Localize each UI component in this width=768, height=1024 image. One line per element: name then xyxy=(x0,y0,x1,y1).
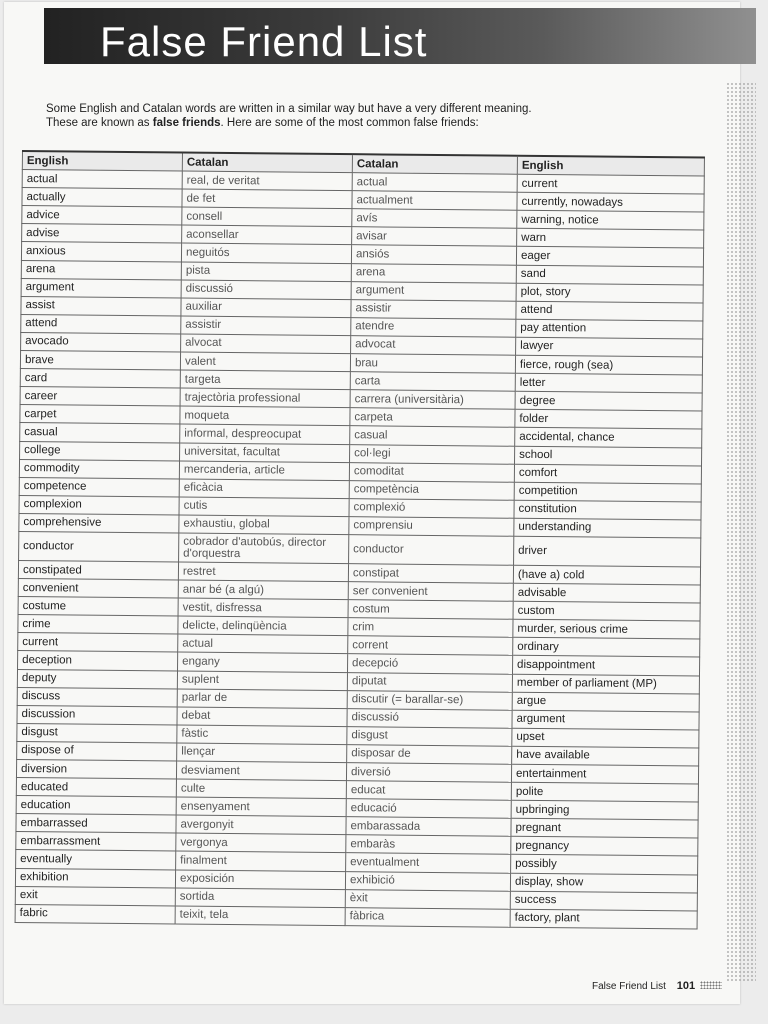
cell-english-word: embarrassment xyxy=(16,832,176,852)
cell-english-word: casual xyxy=(20,423,180,443)
footer-label: False Friend List xyxy=(592,981,666,992)
cell-english-word: actually xyxy=(22,188,182,208)
cell-catalan-translation: trajectòria professional xyxy=(180,388,350,408)
cell-english-word: argument xyxy=(21,278,181,298)
cell-english-translation: school xyxy=(515,446,702,466)
page-footer xyxy=(592,980,722,992)
cell-english-translation: argue xyxy=(512,692,699,712)
intro-line-2-end: . Here are some of the most common false friends: xyxy=(220,117,479,129)
cell-catalan-translation: neguitós xyxy=(181,244,351,264)
cell-catalan-translation: teixit, tela xyxy=(175,906,345,926)
cell-catalan-translation: discussió xyxy=(181,280,351,300)
cell-catalan-translation: avergonyit xyxy=(176,815,346,835)
cell-english-translation: degree xyxy=(515,391,702,411)
cell-catalan-translation: moqueta xyxy=(180,406,350,426)
cell-catalan-word: discutir (= barallar-se) xyxy=(347,690,512,710)
cell-catalan-translation: engany xyxy=(178,652,348,672)
cell-catalan-translation: exhaustiu, global xyxy=(179,515,349,535)
cell-english-translation: pay attention xyxy=(516,319,703,339)
cell-english-translation: polite xyxy=(511,782,698,802)
cell-catalan-translation: culte xyxy=(176,779,346,799)
cell-english-translation: member of parliament (MP) xyxy=(512,674,699,694)
cell-english-translation: fierce, rough (sea) xyxy=(515,355,702,375)
cell-catalan-translation: finalment xyxy=(176,851,346,871)
cell-english-translation: pregnancy xyxy=(511,837,698,857)
cell-catalan-word: eventualment xyxy=(346,853,511,873)
cell-catalan-word: decepció xyxy=(348,654,513,674)
cell-catalan-word: crim xyxy=(348,618,513,638)
column-header-english: English xyxy=(22,151,182,171)
cell-english-translation: ordinary xyxy=(513,638,700,658)
cell-catalan-word: brau xyxy=(350,354,515,374)
page xyxy=(4,2,740,1004)
intro-line-2-start: These are known as xyxy=(46,117,150,129)
page-title: False Friend List xyxy=(100,18,428,65)
cell-english-word: dispose of xyxy=(17,741,177,761)
cell-catalan-word: actual xyxy=(352,173,517,193)
cell-catalan-translation: delicte, delinqüència xyxy=(178,616,348,636)
cell-english-translation: warn xyxy=(517,229,704,249)
column-header-english: English xyxy=(517,156,704,176)
cell-english-word: carpet xyxy=(20,405,180,425)
cell-english-word: card xyxy=(20,369,180,389)
cell-catalan-translation: assistir xyxy=(181,316,351,336)
cell-english-translation: argument xyxy=(512,710,699,730)
cell-catalan-translation: parlar de xyxy=(177,689,347,709)
cell-english-word: attend xyxy=(21,314,181,334)
cell-catalan-translation: actual xyxy=(178,634,348,654)
cell-catalan-word: èxit xyxy=(345,889,510,909)
cell-catalan-word: col·legi xyxy=(350,444,515,464)
cell-catalan-translation: informal, despreocupat xyxy=(180,424,350,444)
cell-english-word: college xyxy=(20,441,180,461)
cell-english-word: deception xyxy=(18,651,178,671)
cell-english-word: anxious xyxy=(21,242,181,262)
cell-catalan-word: arena xyxy=(351,263,516,283)
cell-english-translation: comfort xyxy=(514,464,701,484)
cell-english-word: diversion xyxy=(16,759,176,779)
cell-catalan-translation: eficàcia xyxy=(179,479,349,499)
cell-english-word: disgust xyxy=(17,723,177,743)
cell-english-word: education xyxy=(16,796,176,816)
cell-english-translation: understanding xyxy=(514,518,701,538)
cell-english-translation: display, show xyxy=(510,873,697,893)
cell-catalan-word: exhibició xyxy=(345,871,510,891)
cell-english-translation: accidental, chance xyxy=(515,428,702,448)
cell-catalan-word: actualment xyxy=(352,191,517,211)
cell-catalan-word: fàbrica xyxy=(345,907,510,927)
cell-catalan-translation: fàstic xyxy=(177,725,347,745)
cell-english-word: arena xyxy=(21,260,181,280)
footer-dots xyxy=(700,981,722,989)
cell-catalan-word: discussió xyxy=(347,708,512,728)
cell-english-translation: attend xyxy=(516,301,703,321)
cell-english-word: fabric xyxy=(15,904,175,924)
cell-english-word: complexion xyxy=(19,495,179,515)
cell-english-translation: upbringing xyxy=(511,800,698,820)
cell-english-translation: eager xyxy=(516,247,703,267)
cell-catalan-translation: auxiliar xyxy=(181,298,351,318)
cell-catalan-translation: restret xyxy=(178,562,348,582)
cell-english-word: actual xyxy=(22,170,182,190)
header-band xyxy=(44,8,756,64)
cell-english-word: discussion xyxy=(17,705,177,725)
cell-catalan-translation: suplent xyxy=(177,671,347,691)
cell-english-word: comprehensive xyxy=(19,513,179,533)
cell-catalan-translation: vergonya xyxy=(176,833,346,853)
cell-catalan-word: atendre xyxy=(351,318,516,338)
cell-catalan-translation: vestit, disfressa xyxy=(178,598,348,618)
intro-line-2 xyxy=(46,116,606,130)
cell-english-translation: pregnant xyxy=(511,819,698,839)
cell-english-translation: murder, serious crime xyxy=(513,619,700,639)
cell-catalan-word: diputat xyxy=(347,672,512,692)
cell-english-word: costume xyxy=(18,597,178,617)
cell-catalan-word: ser convenient xyxy=(348,582,513,602)
cell-catalan-word: educat xyxy=(346,781,511,801)
column-header-catalan: Catalan xyxy=(182,153,352,173)
cell-english-translation: custom xyxy=(513,601,700,621)
cell-english-translation: entertainment xyxy=(511,764,698,784)
cell-catalan-translation: real, de veritat xyxy=(182,171,352,191)
intro-bold-term: false friends xyxy=(152,117,221,129)
cell-english-word: convenient xyxy=(18,579,178,599)
cell-english-word: commodity xyxy=(19,459,179,479)
cell-catalan-translation: debat xyxy=(177,707,347,727)
cell-english-word: brave xyxy=(20,351,180,371)
cell-catalan-translation: ensenyament xyxy=(176,797,346,817)
cell-english-translation: current xyxy=(517,174,704,194)
cell-catalan-translation: cutis xyxy=(179,497,349,517)
cell-catalan-translation: mercanderia, article xyxy=(179,461,349,481)
cell-english-translation: disappointment xyxy=(512,656,699,676)
cell-catalan-word: advocat xyxy=(351,336,516,356)
cell-catalan-word: competència xyxy=(349,480,514,500)
cell-catalan-translation: targeta xyxy=(180,370,350,390)
false-friend-table xyxy=(15,150,705,929)
cell-english-translation: possibly xyxy=(511,855,698,875)
cell-english-translation: driver xyxy=(514,536,701,567)
cell-english-word: eventually xyxy=(16,850,176,870)
cell-catalan-word: argument xyxy=(351,281,516,301)
cell-english-word: competence xyxy=(19,477,179,497)
cell-english-translation: (have a) cold xyxy=(513,565,700,585)
cell-english-translation: folder xyxy=(515,410,702,430)
cell-catalan-word: embarassada xyxy=(346,817,511,837)
cell-catalan-word: ansiós xyxy=(351,245,516,265)
cell-english-word: educated xyxy=(16,778,176,798)
intro-line-1: Some English and Catalan words are written in a similar way but have a very different meaning. xyxy=(46,103,532,115)
cell-catalan-word: avisar xyxy=(352,227,517,247)
cell-catalan-word: carpeta xyxy=(350,408,515,428)
cell-catalan-word: casual xyxy=(350,426,515,446)
cell-catalan-word: comoditat xyxy=(349,462,514,482)
cell-catalan-word: costum xyxy=(348,600,513,620)
cell-catalan-word: carrera (universitària) xyxy=(350,390,515,410)
cell-catalan-translation: llençar xyxy=(177,743,347,763)
cell-catalan-word: embaràs xyxy=(346,835,511,855)
cell-catalan-word: conductor xyxy=(349,535,514,566)
cell-english-word: embarrassed xyxy=(16,814,176,834)
cell-catalan-translation: pista xyxy=(181,262,351,282)
cell-catalan-translation: alvocat xyxy=(181,334,351,354)
cell-catalan-translation: sortida xyxy=(175,888,345,908)
cell-catalan-translation: de fet xyxy=(182,189,352,209)
cell-catalan-word: educació xyxy=(346,799,511,819)
cell-catalan-word: diversió xyxy=(346,763,511,783)
intro-text xyxy=(46,102,606,130)
cell-english-translation: have available xyxy=(512,746,699,766)
cell-catalan-translation: consell xyxy=(182,207,352,227)
cell-catalan-word: comprensiu xyxy=(349,517,514,537)
cell-english-translation: constitution xyxy=(514,500,701,520)
cell-english-word: deputy xyxy=(17,669,177,689)
cell-english-word: crime xyxy=(18,615,178,635)
cell-catalan-word: corrent xyxy=(348,636,513,656)
cell-catalan-translation: universitat, facultat xyxy=(180,443,350,463)
cell-english-translation: upset xyxy=(512,728,699,748)
cell-catalan-translation: aconsellar xyxy=(182,225,352,245)
cell-english-word: assist xyxy=(21,296,181,316)
column-header-catalan: Catalan xyxy=(352,154,517,174)
page-number: 101 xyxy=(676,980,696,992)
cell-english-word: constipated xyxy=(18,560,178,580)
cell-catalan-translation: anar bé (a algú) xyxy=(178,580,348,600)
cell-english-word: exit xyxy=(15,886,175,906)
cell-catalan-word: disgust xyxy=(347,726,512,746)
cell-catalan-word: carta xyxy=(350,372,515,392)
cell-catalan-word: assistir xyxy=(351,299,516,319)
cell-english-translation: factory, plant xyxy=(510,909,697,929)
cell-catalan-translation: desviament xyxy=(176,761,346,781)
cell-catalan-translation: cobrador d'autobús, director d'orquestra xyxy=(179,533,349,564)
cell-catalan-translation: exposición xyxy=(175,870,345,890)
cell-catalan-word: complexió xyxy=(349,498,514,518)
cell-english-translation: warning, notice xyxy=(517,211,704,231)
cell-english-word: career xyxy=(20,387,180,407)
cell-english-translation: plot, story xyxy=(516,283,703,303)
table-body xyxy=(15,170,704,929)
cell-english-word: exhibition xyxy=(15,868,175,888)
cell-english-translation: competition xyxy=(514,482,701,502)
cell-english-translation: lawyer xyxy=(516,337,703,357)
cell-english-translation: success xyxy=(510,891,697,911)
cell-catalan-word: avís xyxy=(352,209,517,229)
cell-english-translation: letter xyxy=(515,373,702,393)
cell-english-translation: sand xyxy=(516,265,703,285)
cell-catalan-translation: valent xyxy=(180,352,350,372)
cell-english-word: avocado xyxy=(21,332,181,352)
cell-english-word: current xyxy=(18,633,178,653)
cell-english-word: discuss xyxy=(17,687,177,707)
cell-english-translation: advisable xyxy=(513,583,700,603)
cell-english-word: conductor xyxy=(19,531,179,562)
cell-english-translation: currently, nowadays xyxy=(517,192,704,212)
cell-catalan-word: disposar de xyxy=(347,745,512,765)
cell-english-word: advise xyxy=(22,224,182,244)
edge-dot-pattern xyxy=(726,82,756,982)
cell-catalan-word: constipat xyxy=(348,564,513,584)
cell-english-word: advice xyxy=(22,206,182,226)
